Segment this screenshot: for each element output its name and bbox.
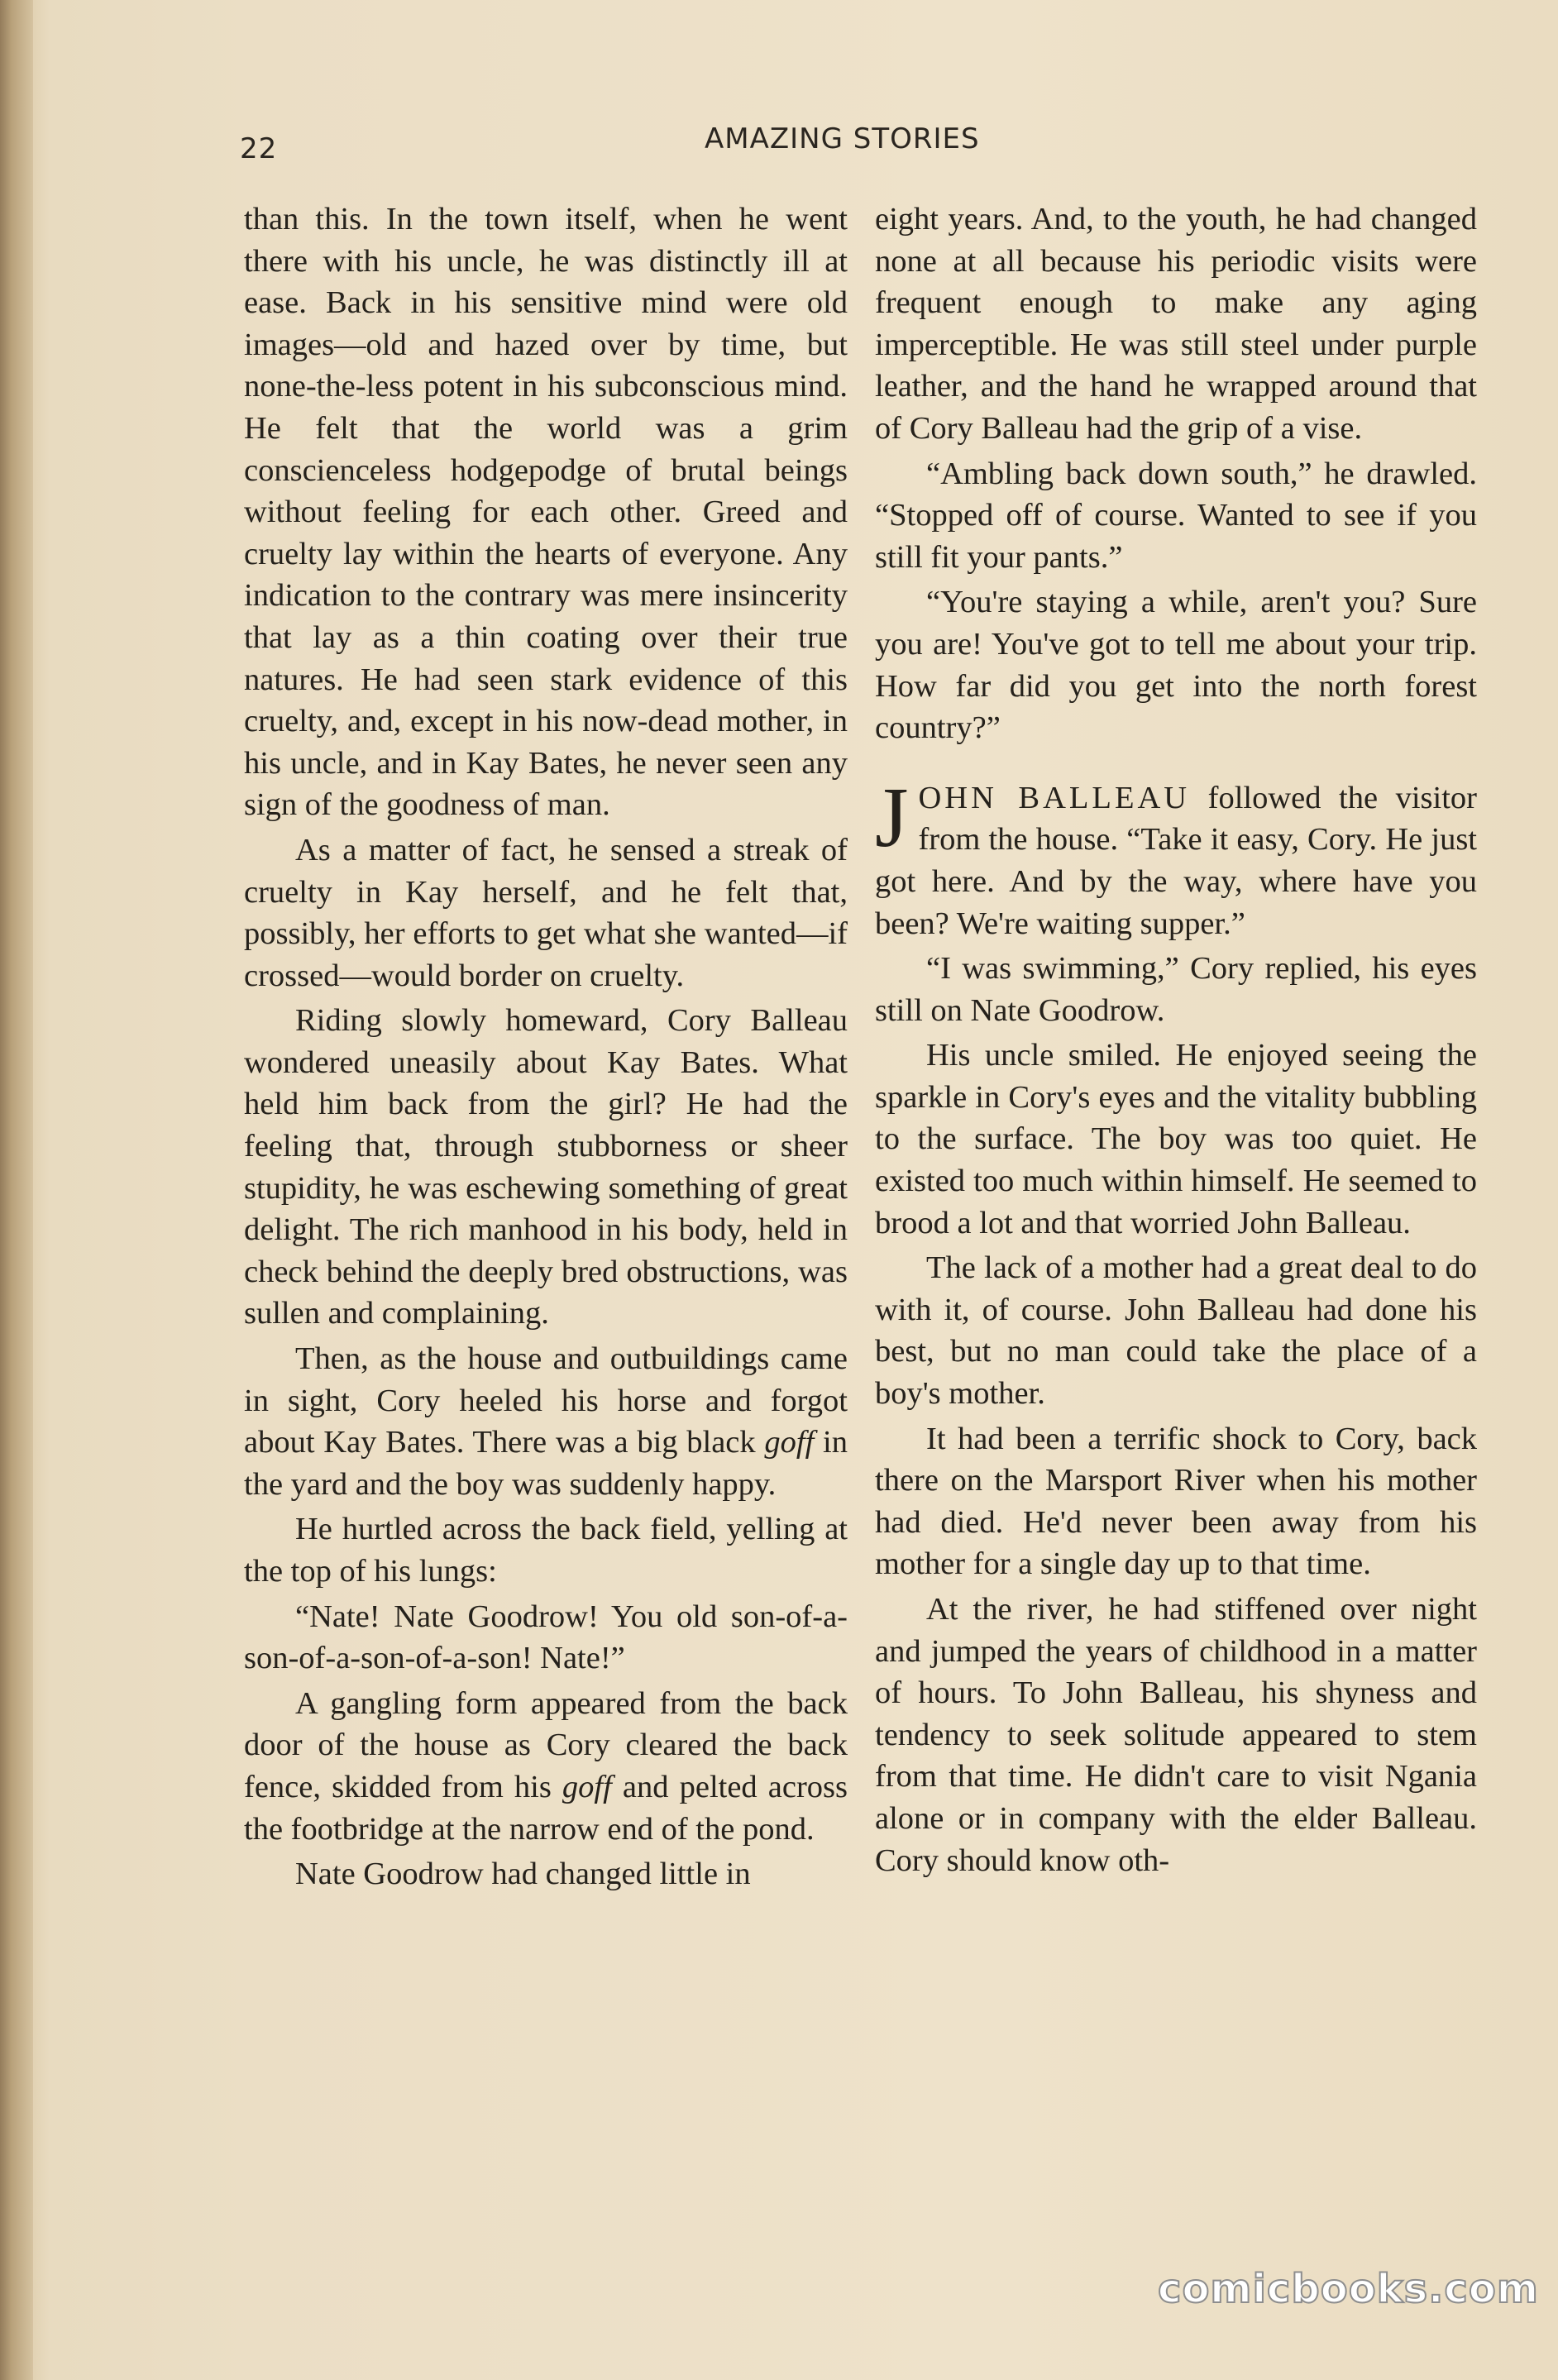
paragraph: [244, 1338, 848, 1505]
paragraph: As a matter of fact, he sensed a streak of cruelty in Kay herself, and he felt that, possibly, her efforts to get what she wanted—if crossed—would border on cruelty.: [244, 832, 848, 993]
italic-word: goff: [562, 1769, 612, 1804]
right-text-column: [875, 198, 1477, 1885]
text-run: Then, as the house and outbuildings came in sight, Cory heeled his horse and forgot about Kay Bates. There was a big black: [244, 1341, 848, 1460]
paragraph: Nate Goodrow had changed little in: [295, 1857, 751, 1892]
text-run: and pelted across the footbridge at the narrow end of the pond.: [244, 1769, 848, 1847]
running-head: AMAZING STORIES: [705, 122, 980, 155]
paragraph: Riding slowly homeward, Cory Balleau wondered uneasily about Kay Bates. What held him back from the girl? He had the feeling that, through stubborness or sheer stupidity, he was eschewing something of great delight. The rich manhood in his body, held in check behind the deeply bred obstructions, was sullen and complaining.: [244, 1003, 848, 1331]
text-run: A gangling form appeared from the back door of the house as Cory cleared the back fence, skidded from his: [244, 1685, 848, 1804]
paragraph: The lack of a mother had a great deal to do with it, of course. John Balleau had done his best, but no man could take the place of a boy's mother.: [875, 1250, 1477, 1412]
left-text-column: [244, 198, 848, 1899]
paragraph: than this. In the town itself, when he went there with his uncle, he was distinctly ill at ease. Back in his sensitive mind were old images—old and hazed over by time, but none-the-less potent in his subconscious mind. He felt that the world was a grim conscienceless hodgepodge of brutal beings without feeling for each other. Greed and cruelty lay within the hearts of everyone. Any indication to the contrary was mere insincerity that lay as a thin coating over their true natures. He had seen stark evidence of this cruelty, and, except in his now-dead mother, in his uncle, and in Kay Bates, he never seen any sign of the goodness of man.: [244, 202, 848, 823]
paragraph: eight years. And, to the youth, he had changed none at all because his periodic visits were frequent enough to make any aging imperceptible. He was still steel under purple leather, and the hand he wrapped around that of Cory Balleau had the grip of a vise.: [875, 202, 1477, 446]
paragraph: At the river, he had stiffened over night and jumped the years of childhood in a matter of hours. To John Balleau, his shyness and tendency to seek solitude appeared to stem from that time. He didn't care to visit Ngania alone or in company with the elder Balleau. Cory should know oth-: [875, 1592, 1477, 1878]
paragraph: It had been a terrific shock to Cory, back there on the Marsport River when his mother had died. He'd never been away from his mother for a single day up to that time.: [875, 1421, 1477, 1582]
page-spine-shadow: [0, 0, 33, 2380]
watermark-logo: comicbooks.com: [1158, 2266, 1539, 2312]
drop-cap: J: [875, 769, 909, 865]
paragraph: [244, 1683, 848, 1850]
dropcap-paragraph: [875, 769, 1477, 944]
paragraph: “Nate! Nate Goodrow! You old son-of-a-son-of-a-son-of-a-son! Nate!”: [244, 1599, 848, 1676]
small-caps-name: OHN BALLEAU: [918, 780, 1191, 815]
text-run: in the yard and the boy was suddenly happy.: [244, 1425, 848, 1502]
paragraph: “Ambling back down south,” he drawled. “Stopped off of course. Wanted to see if you still fit your pants.”: [875, 456, 1477, 575]
paragraph: “You're staying a while, aren't you? Sure you are! You've got to tell me about your trip. How far did you get into the north forest country?”: [875, 585, 1477, 746]
paragraph: He hurtled across the back field, yelling at the top of his lungs:: [244, 1512, 848, 1589]
italic-word: goff: [764, 1425, 815, 1460]
paragraph: His uncle smiled. He enjoyed seeing the sparkle in Cory's eyes and the vitality bubbling to the surface. The boy was too quiet. He existed too much within himself. He seemed to brood a lot and that worried John Balleau.: [875, 1038, 1477, 1240]
page-number: 22: [240, 132, 278, 165]
paragraph: “I was swimming,” Cory replied, his eyes still on Nate Goodrow.: [875, 951, 1477, 1028]
text-run: followed the visitor from the house. “Take it easy, Cory. He just got here. And by the way, where have you been? We're waiting supper.”: [875, 780, 1477, 941]
